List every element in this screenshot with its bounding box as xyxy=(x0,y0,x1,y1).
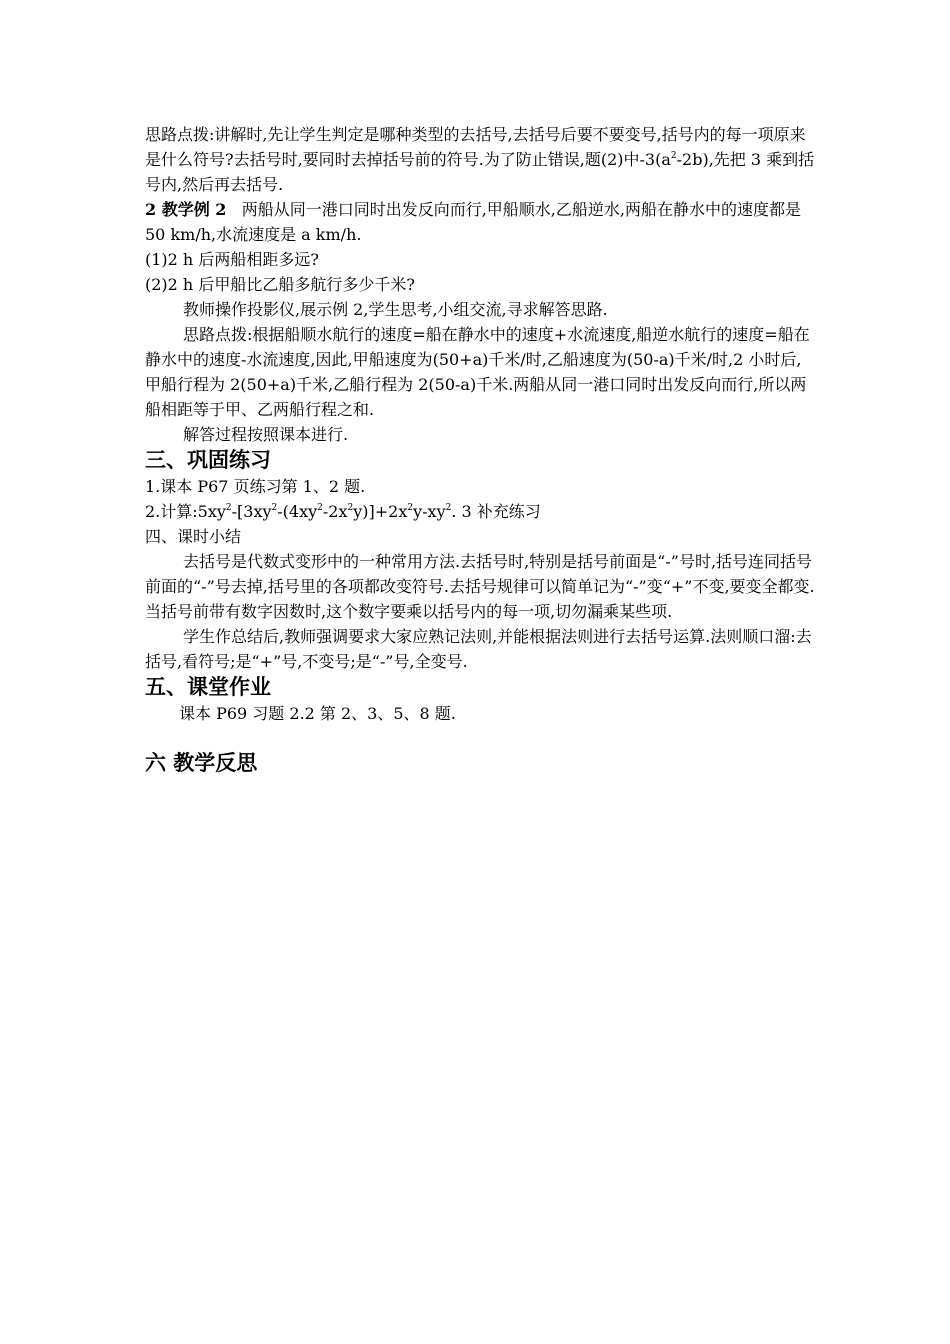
expr-part: y-xy xyxy=(413,502,446,521)
exercise-1: 1.课本 P67 页练习第 1、2 题. xyxy=(145,477,366,496)
expr-part: y)]+2x xyxy=(353,502,408,521)
hint-paragraph-2: 思路点拨:根据船顺水航行的速度=船在静水中的速度+水流速度,船逆水航行的速度=船在静水中的速度-水流速度,因此,甲船速度为(50+a)千米/时,乙船速度为(50-a)千米/时,2 小时后,甲船行程为 2(50+a)千米,乙船行程为 2(50-a)千米.两船从同一港口同时出发反向而行,所以两船相距等于甲、乙两船行程之和. xyxy=(145,325,810,419)
hint-text-1: 思路点拨:讲解时,先让学生判定是哪种类型的去括号,去括号后要不要变号,括号内的每一项原来是什么符号?去括号时,要同时去掉括号前的符号.为了防止错误, xyxy=(145,125,806,169)
expr-part: -(4xy xyxy=(277,502,318,521)
document-body xyxy=(145,122,815,777)
hint-text-1b-post: -2b),先把 3 乘到括号内,然后再去括号. xyxy=(145,150,815,194)
homework-paragraph: 课本 P69 习题 2.2 第 2、3、5、8 题. xyxy=(179,704,456,723)
superscript: 2 xyxy=(271,503,278,513)
example-2-paragraph xyxy=(145,197,815,247)
question-2: (2)2 h 后甲船比乙船多航行多少千米? xyxy=(145,275,415,294)
spacer xyxy=(145,726,815,750)
example-2-text: 两船从同一港口同时出发反向而行,甲船顺水,乙船逆水,两船在静水中的速度都是 50 km/h,水流速度是 a km/h. xyxy=(145,200,801,244)
answer-paragraph: 解答过程按照课本进行. xyxy=(183,425,349,444)
hint-paragraph-1 xyxy=(145,122,815,197)
expr-part: -[3xy xyxy=(231,502,272,521)
superscript: 2 xyxy=(670,151,677,161)
expr-part: -2x xyxy=(322,502,348,521)
section-heading-6: 六 教学反思 xyxy=(145,751,258,775)
section-heading-4: 四、课时小结 xyxy=(145,527,242,546)
hint-text-1b-pre: 题(2)中-3(a xyxy=(584,150,671,169)
summary-paragraph-1: 去括号是代数式变形中的一种常用方法.去括号时,特别是括号前面是“-”号时,括号连同括号前面的“-”号去掉,括号里的各项都改变符号.去括号规律可以简单记为“-”变“+”不变,要变全都变.当括号前带有数字因数时,这个数字要乘以括号内的每一项,切勿漏乘某些项. xyxy=(145,552,815,621)
summary-paragraph-2: 学生作总结后,教师强调要求大家应熟记法则,并能根据法则进行去括号运算.法则顺口溜:去括号,看符号;是“+”号,不变号;是“-”号,全变号. xyxy=(145,627,812,671)
superscript: 2 xyxy=(225,503,232,513)
superscript: 2 xyxy=(445,503,452,513)
question-1: (1)2 h 后两船相距多远? xyxy=(145,250,319,269)
exercise-2 xyxy=(145,499,815,524)
expr-part: 2.计算:5xy xyxy=(145,502,226,521)
teacher-paragraph: 教师操作投影仪,展示例 2,学生思考,小组交流,寻求解答思路. xyxy=(183,300,608,319)
section-heading-3: 三、巩固练习 xyxy=(145,448,271,472)
superscript: 2 xyxy=(317,503,323,513)
example-2-label: 2 教学例 2 xyxy=(145,200,227,219)
superscript: 2 xyxy=(347,503,354,513)
expr-part: . 3 补充练习 xyxy=(451,502,541,521)
section-heading-5: 五、课堂作业 xyxy=(145,675,271,699)
superscript: 2 xyxy=(407,503,414,513)
